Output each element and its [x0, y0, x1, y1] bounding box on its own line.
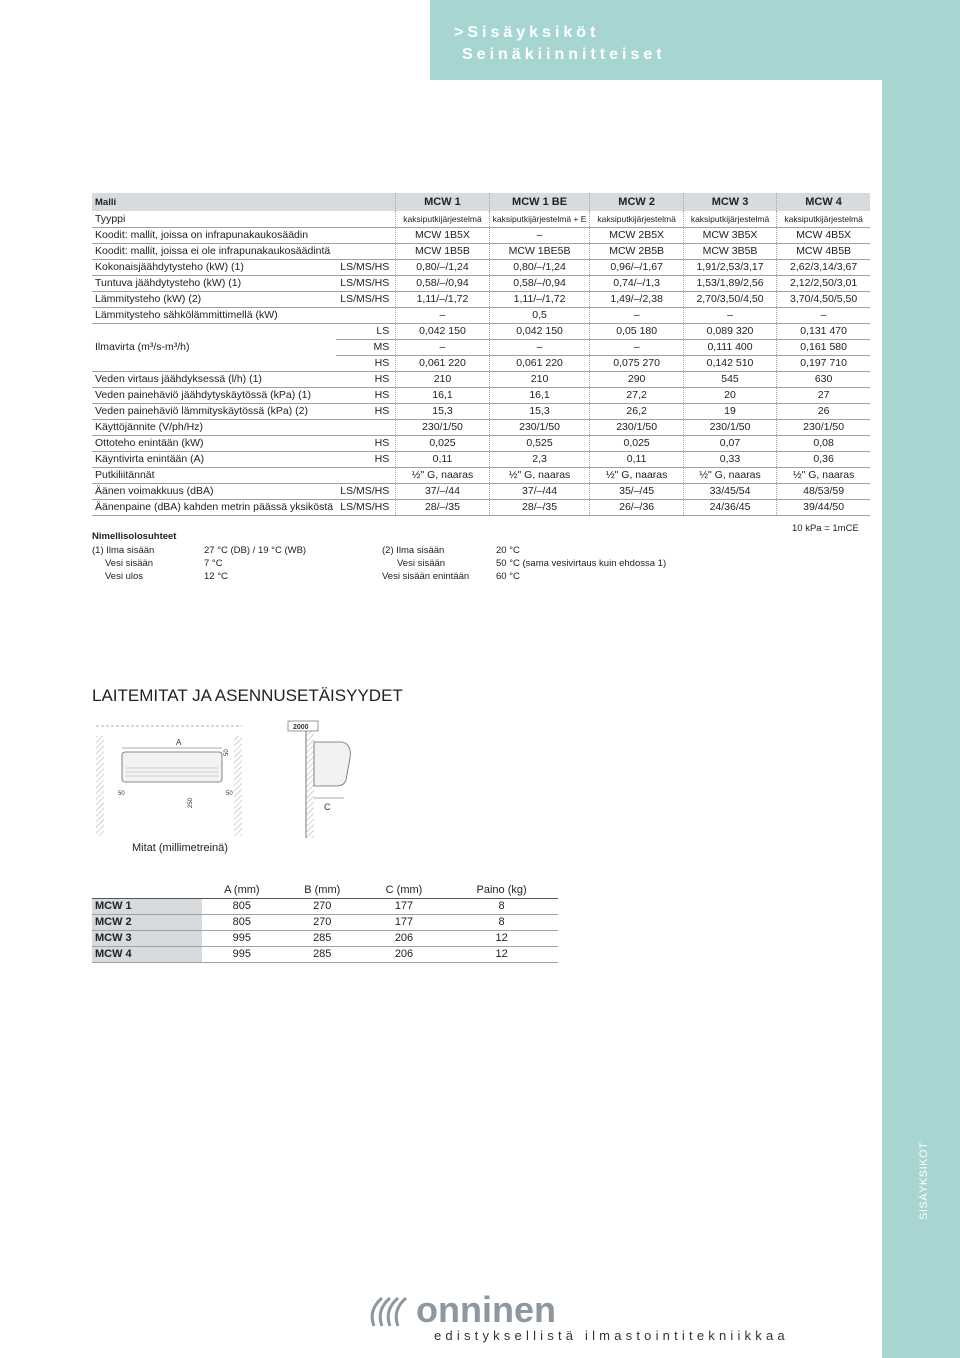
- side-label: SISÄYKSIKÖT: [918, 1141, 930, 1220]
- dims-row-model: MCW 4: [92, 946, 202, 962]
- spec-cell: 0,36: [777, 451, 870, 467]
- dims-cell: 177: [363, 914, 445, 930]
- spec-row: [92, 211, 870, 227]
- spec-cell: 0,11: [590, 451, 683, 467]
- cond2-row-value: 60 °C: [496, 571, 520, 582]
- spec-cell: 16,1: [396, 387, 489, 403]
- spec-cell: 37/–/44: [489, 483, 590, 499]
- spec-cell: 27: [777, 387, 870, 403]
- spec-cell: kaksiputkijärjestelmä: [777, 211, 870, 227]
- spec-cell: 0,025: [590, 435, 683, 451]
- spec-cell: 0,74/–/1,3: [590, 275, 683, 291]
- spec-row-mode: HS: [336, 403, 396, 419]
- dims-cell: 270: [282, 898, 363, 914]
- airflow-cell: 0,111 400: [683, 339, 776, 355]
- spec-row-mode: [336, 227, 396, 243]
- spec-cell: 0,025: [396, 435, 489, 451]
- airflow-mode: HS: [336, 355, 396, 371]
- spec-cell: 2,12/2,50/3,01: [777, 275, 870, 291]
- spec-row-label: Koodit: mallit, joissa ei ole infrapunakaukosäädintä: [92, 243, 336, 259]
- spec-cell: MCW 4B5B: [777, 243, 870, 259]
- airflow-cell: 0,042 150: [489, 323, 590, 339]
- spec-row-mode: LS/MS/HS: [336, 291, 396, 307]
- spec-cell: 1,11/–/1,72: [396, 291, 489, 307]
- spec-cell: ½" G, naaras: [683, 467, 776, 483]
- spec-cell: 1,49/–/2,38: [590, 291, 683, 307]
- spec-row-mode: HS: [336, 371, 396, 387]
- cond2-value: 20 °C: [496, 545, 520, 556]
- spec-cell: 15,3: [396, 403, 489, 419]
- airflow-mode: MS: [336, 339, 396, 355]
- section-title: >Sisäyksiköt: [454, 24, 600, 41]
- dim-c-label: C: [324, 802, 331, 812]
- cond2-row-label: Vesi sisään enintään: [382, 571, 470, 582]
- spec-row-mode: [336, 419, 396, 435]
- dim-a-label: A: [176, 738, 182, 747]
- dims-cell: 285: [282, 946, 363, 962]
- spec-cell: –: [396, 307, 489, 323]
- spec-cell: 2,62/3,14/3,67: [777, 259, 870, 275]
- spec-cell: –: [777, 307, 870, 323]
- spec-cell: ½" G, naaras: [396, 467, 489, 483]
- spec-row: [92, 275, 870, 291]
- spec-cell: ½" G, naaras: [777, 467, 870, 483]
- page-number: 3: [852, 1326, 861, 1343]
- spec-cell: MCW 3B5X: [683, 227, 776, 243]
- spec-cell: 48/53/59: [777, 483, 870, 499]
- cond1-value: 27 °C (DB) / 19 °C (WB): [204, 545, 307, 556]
- spec-row-label: Lämmitysteho (kW) (2): [92, 291, 336, 307]
- dims-row-model: MCW 2: [92, 914, 202, 930]
- dimensions-title: LAITEMITAT JA ASENNUSETÄISYYDET: [92, 686, 403, 705]
- dims-header: B (mm): [282, 882, 363, 898]
- dim-50-top: 50: [224, 749, 230, 756]
- airflow-cell: 0,075 270: [590, 355, 683, 371]
- spec-row-label: Tuntuva jäähdytysteho (kW) (1): [92, 275, 336, 291]
- spec-cell: 0,80/–/1,24: [489, 259, 590, 275]
- spec-cell: 230/1/50: [396, 419, 489, 435]
- dims-cell: 270: [282, 914, 363, 930]
- spec-cell: 1,11/–/1,72: [489, 291, 590, 307]
- spec-cell: MCW 1B5X: [396, 227, 489, 243]
- spec-row-label: Putkiliitännät: [92, 467, 336, 483]
- dim-50-right: 50: [226, 791, 233, 797]
- dims-cell: 206: [363, 946, 445, 962]
- spec-row-mode: LS/MS/HS: [336, 499, 396, 515]
- airflow-cell: –: [396, 339, 489, 355]
- spec-cell: 16,1: [489, 387, 590, 403]
- spec-row-label: Lämmitysteho sähkölämmittimellä (kW): [92, 307, 336, 323]
- spec-row-label: Koodit: mallit, joissa on infrapunakaukosäädin: [92, 227, 336, 243]
- spec-cell: kaksiputkijärjestelmä: [683, 211, 776, 227]
- dims-cell: 12: [445, 946, 558, 962]
- spec-cell: 2,70/3,50/4,50: [683, 291, 776, 307]
- spec-row-label: Kokonaisjäähdytysteho (kW) (1): [92, 259, 336, 275]
- dim-50-left: 50: [118, 791, 125, 797]
- dims-cell: 12: [445, 930, 558, 946]
- spec-row-mode: LS/MS/HS: [336, 275, 396, 291]
- spec-cell: 0,08: [777, 435, 870, 451]
- spec-cell: 27,2: [590, 387, 683, 403]
- spec-cell: MCW 3B5B: [683, 243, 776, 259]
- dims-row: [92, 930, 558, 946]
- dims-cell: 805: [202, 898, 282, 914]
- spec-cell: 230/1/50: [683, 419, 776, 435]
- dimensions-caption: Mitat (millimetreinä): [132, 842, 228, 854]
- spec-cell: 0,07: [683, 435, 776, 451]
- conversion-note: 10 kPa = 1mCE: [792, 523, 859, 534]
- spec-row-label: Käyttöjännite (V/ph/Hz): [92, 419, 336, 435]
- installation-diagram: [92, 718, 402, 840]
- spec-cell: 37/–/44: [396, 483, 489, 499]
- model-header: MCW 3: [683, 193, 776, 211]
- dim-2000: 2000: [293, 724, 309, 731]
- spec-cell: 230/1/50: [777, 419, 870, 435]
- spec-cell: –: [590, 307, 683, 323]
- spec-cell: 28/–/35: [396, 499, 489, 515]
- spec-cell: 2,3: [489, 451, 590, 467]
- spec-row-label: Äänen voimakkuus (dBA): [92, 483, 336, 499]
- spec-row-mode: LS/MS/HS: [336, 483, 396, 499]
- cond1-row-label: Vesi ulos: [105, 571, 144, 582]
- dims-cell: 285: [282, 930, 363, 946]
- spec-header-label: Malli: [92, 193, 396, 211]
- spec-row-mode: [336, 307, 396, 323]
- spec-row: [92, 403, 870, 419]
- spec-row: [92, 419, 870, 435]
- airflow-cell: 0,042 150: [396, 323, 489, 339]
- spec-row: [92, 307, 870, 323]
- spec-row: [92, 387, 870, 403]
- spec-row: [92, 291, 870, 307]
- spec-row-mode: [336, 467, 396, 483]
- spec-cell: kaksiputkijärjestelmä + E: [489, 211, 590, 227]
- spec-cell: 230/1/50: [489, 419, 590, 435]
- model-header: MCW 1 BE: [489, 193, 590, 211]
- spec-cell: 0,80/–/1,24: [396, 259, 489, 275]
- spec-row-label: Äänenpaine (dBA) kahden metrin päässä yksiköstä: [92, 499, 336, 515]
- spec-row-label: Tyyppi: [92, 211, 336, 227]
- spec-row-label: Veden painehäviö lämmityskäytössä (kPa) (2): [92, 403, 336, 419]
- spec-cell: 39/44/50: [777, 499, 870, 515]
- dims-header-row: [92, 882, 558, 898]
- spec-cell: 28/–/35: [489, 499, 590, 515]
- airflow-cell: 0,089 320: [683, 323, 776, 339]
- spec-cell: 20: [683, 387, 776, 403]
- airflow-cell: 0,05 180: [590, 323, 683, 339]
- dims-header: Paino (kg): [445, 882, 558, 898]
- airflow-cell: 0,061 220: [489, 355, 590, 371]
- spec-cell: 210: [489, 371, 590, 387]
- airflow-label: Ilmavirta (m³/s-m³/h): [92, 323, 336, 371]
- cond2-row-value: 50 °C (sama vesivirtaus kuin ehdossa 1): [496, 558, 667, 569]
- spec-cell: 1,91/2,53/3,17: [683, 259, 776, 275]
- spec-cell: 210: [396, 371, 489, 387]
- dims-row: [92, 898, 558, 914]
- spec-cell: 26/–/36: [590, 499, 683, 515]
- spec-table: [92, 193, 870, 516]
- spec-row: [92, 243, 870, 259]
- dims-cell: 177: [363, 898, 445, 914]
- spec-cell: 26: [777, 403, 870, 419]
- spec-cell: 0,5: [489, 307, 590, 323]
- airflow-cell: 0,197 710: [777, 355, 870, 371]
- airflow-mode: LS: [336, 323, 396, 339]
- spec-row-label: Veden virtaus jäähdyksessä (l/h) (1): [92, 371, 336, 387]
- spec-cell: 0,33: [683, 451, 776, 467]
- spec-cell: 630: [777, 371, 870, 387]
- dims-cell: 995: [202, 930, 282, 946]
- dims-cell: 8: [445, 914, 558, 930]
- spec-row-mode: LS/MS/HS: [336, 259, 396, 275]
- header-band: [430, 0, 960, 80]
- spec-cell: –: [683, 307, 776, 323]
- cond1-label: (1) Ilma sisään: [92, 545, 155, 556]
- dims-header: C (mm): [363, 882, 445, 898]
- cond2-label: (2) Ilma sisään: [382, 545, 445, 556]
- spec-row: [92, 467, 870, 483]
- dims-row: [92, 946, 558, 962]
- spec-row-label: Veden painehäviö jäähdytyskäytössä (kPa) (1): [92, 387, 336, 403]
- spec-cell: kaksiputkijärjestelmä: [590, 211, 683, 227]
- spec-cell: 0,96/–/1,67: [590, 259, 683, 275]
- airflow-cell: 0,131 470: [777, 323, 870, 339]
- dimensions-table: [92, 882, 558, 963]
- spec-row-mode: HS: [336, 451, 396, 467]
- brand-tagline: edistyksellistä ilmastointitekniikkaa: [434, 1328, 789, 1343]
- dims-row-model: MCW 1: [92, 898, 202, 914]
- spec-row: [92, 483, 870, 499]
- spec-cell: 290: [590, 371, 683, 387]
- spec-row-label: Käyntivirta enintään (A): [92, 451, 336, 467]
- airflow-cell: 0,061 220: [396, 355, 489, 371]
- spec-cell: 24/36/45: [683, 499, 776, 515]
- spec-cell: 26,2: [590, 403, 683, 419]
- spec-cell: 35/–/45: [590, 483, 683, 499]
- spec-cell: 1,53/1,89/2,56: [683, 275, 776, 291]
- cond1-row-value: 12 °C: [204, 571, 228, 582]
- section-subtitle: Seinäkiinnitteiset: [462, 46, 666, 63]
- spec-row-label: Ottoteho enintään (kW): [92, 435, 336, 451]
- dims-cell: 206: [363, 930, 445, 946]
- spec-cell: 545: [683, 371, 776, 387]
- airflow-cell: –: [590, 339, 683, 355]
- spec-cell: MCW 1BE5B: [489, 243, 590, 259]
- airflow-cell: 0,142 510: [683, 355, 776, 371]
- spec-cell: 0,11: [396, 451, 489, 467]
- spec-cell: ½" G, naaras: [590, 467, 683, 483]
- spec-cell: 0,525: [489, 435, 590, 451]
- spec-cell: 19: [683, 403, 776, 419]
- spec-row-mode: HS: [336, 387, 396, 403]
- cond1-row-value: 7 °C: [204, 558, 223, 569]
- cond2-row-label: Vesi sisään: [397, 558, 446, 569]
- spec-header-row: [92, 193, 870, 211]
- spec-row: [92, 435, 870, 451]
- dims-cell: 8: [445, 898, 558, 914]
- model-header: MCW 2: [590, 193, 683, 211]
- spec-cell: MCW 4B5X: [777, 227, 870, 243]
- spec-cell: MCW 1B5B: [396, 243, 489, 259]
- brand-name: onninen: [416, 1289, 556, 1330]
- spec-cell: –: [489, 227, 590, 243]
- airflow-cell: –: [489, 339, 590, 355]
- spec-cell: MCW 2B5B: [590, 243, 683, 259]
- spec-row-mode: [336, 243, 396, 259]
- dims-header: A (mm): [202, 882, 282, 898]
- model-header: MCW 4: [777, 193, 870, 211]
- spec-row: [92, 451, 870, 467]
- spec-cell: 33/45/54: [683, 483, 776, 499]
- spec-row: [92, 259, 870, 275]
- dims-row-model: MCW 3: [92, 930, 202, 946]
- model-header: MCW 1: [396, 193, 489, 211]
- airflow-row: [92, 323, 870, 339]
- dims-corner: [92, 882, 202, 898]
- dims-cell: 995: [202, 946, 282, 962]
- spec-cell: 230/1/50: [590, 419, 683, 435]
- spec-row: [92, 371, 870, 387]
- spec-row: [92, 227, 870, 243]
- airflow-cell: 0,161 580: [777, 339, 870, 355]
- spec-row-mode: [336, 211, 396, 227]
- spec-cell: 0,58/–/0,94: [489, 275, 590, 291]
- spec-cell: ½" G, naaras: [489, 467, 590, 483]
- dims-cell: 805: [202, 914, 282, 930]
- spec-row-mode: HS: [336, 435, 396, 451]
- spec-cell: MCW 2B5X: [590, 227, 683, 243]
- spec-cell: 15,3: [489, 403, 590, 419]
- spec-cell: 3,70/4,50/5,50: [777, 291, 870, 307]
- dim-250: 250: [188, 797, 194, 808]
- spec-cell: kaksiputkijärjestelmä: [396, 211, 489, 227]
- conditions-title: Nimellisolosuhteet: [92, 531, 177, 542]
- cond1-row-label: Vesi sisään: [105, 558, 154, 569]
- spec-row: [92, 499, 870, 515]
- onninen-logo: [364, 1286, 604, 1332]
- spec-cell: 0,58/–/0,94: [396, 275, 489, 291]
- dims-row: [92, 914, 558, 930]
